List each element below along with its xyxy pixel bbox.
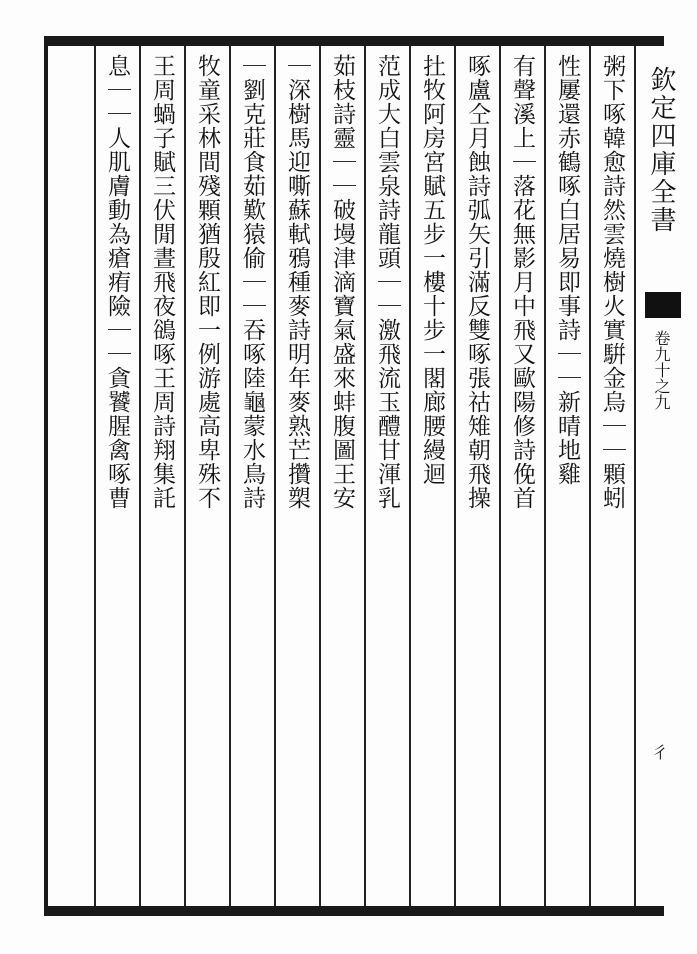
page-border-left (44, 36, 48, 916)
text-column-4: 啄盧仝月蝕詩弧矢引滿反雙啄張祜雉朝飛操 (464, 54, 490, 510)
fold-mark: 彳 (652, 743, 669, 762)
text-column-8: ｜深樹馬迎嘶蘇軾鴉種麥詩明年麥熟芒攢槊 (284, 54, 310, 510)
column-rule (409, 46, 411, 906)
column-rule (589, 46, 591, 906)
page-border-top (44, 36, 664, 46)
fold-label: 卷九十之九 (652, 330, 671, 410)
text-column-5: 扗牧阿房宮賦五步一樓十步一閣廊腰縵迴 (419, 54, 445, 486)
column-rule (274, 46, 276, 906)
text-column-9: ｜劉克莊食茹歎猿偷｜｜吞啄陸龜蒙水鳥詩 (239, 54, 265, 510)
column-rule (499, 46, 501, 906)
column-rule (139, 46, 141, 906)
column-rule (634, 46, 636, 906)
text-column-3: 有聲溪上｜落花無影月中飛又歐陽修詩俛首 (509, 54, 535, 510)
page-border-bottom (44, 906, 664, 916)
text-column-11: 王周蝸子賦三伏閒晝飛夜鵒啄王周詩翔集託 (149, 54, 175, 510)
column-rule (229, 46, 231, 906)
text-column-1: 粥下啄韓愈詩然雲燒樹火實騈金烏｜｜顆蚓 (599, 54, 625, 510)
text-column-12: 息｜｜人肌膚動為瘡痏險｜｜貪饕腥禽啄曹 (104, 54, 130, 510)
column-rule (319, 46, 321, 906)
column-rule (184, 46, 186, 906)
text-column-6: 范成大白雲泉詩龍頭｜｜激飛流玉醴甘渾乳 (374, 54, 400, 510)
text-column-10: 牧童采林間殘顆猶殷紅即一例游處高卑殊不 (194, 54, 220, 510)
fold-black-bar (645, 292, 681, 318)
column-rule (94, 46, 96, 906)
column-rule (454, 46, 456, 906)
text-column-2: 性屢還赤鶴啄白居易即事詩｜｜新晴地雞 (554, 54, 580, 486)
text-column-7: 茹枝詩靈｜｜破墁津滴寶氣盛來蚌腹圖王安 (329, 54, 355, 510)
column-rule (364, 46, 366, 906)
margin-title: 欽定四庫全書 (646, 66, 676, 234)
column-rule (544, 46, 546, 906)
